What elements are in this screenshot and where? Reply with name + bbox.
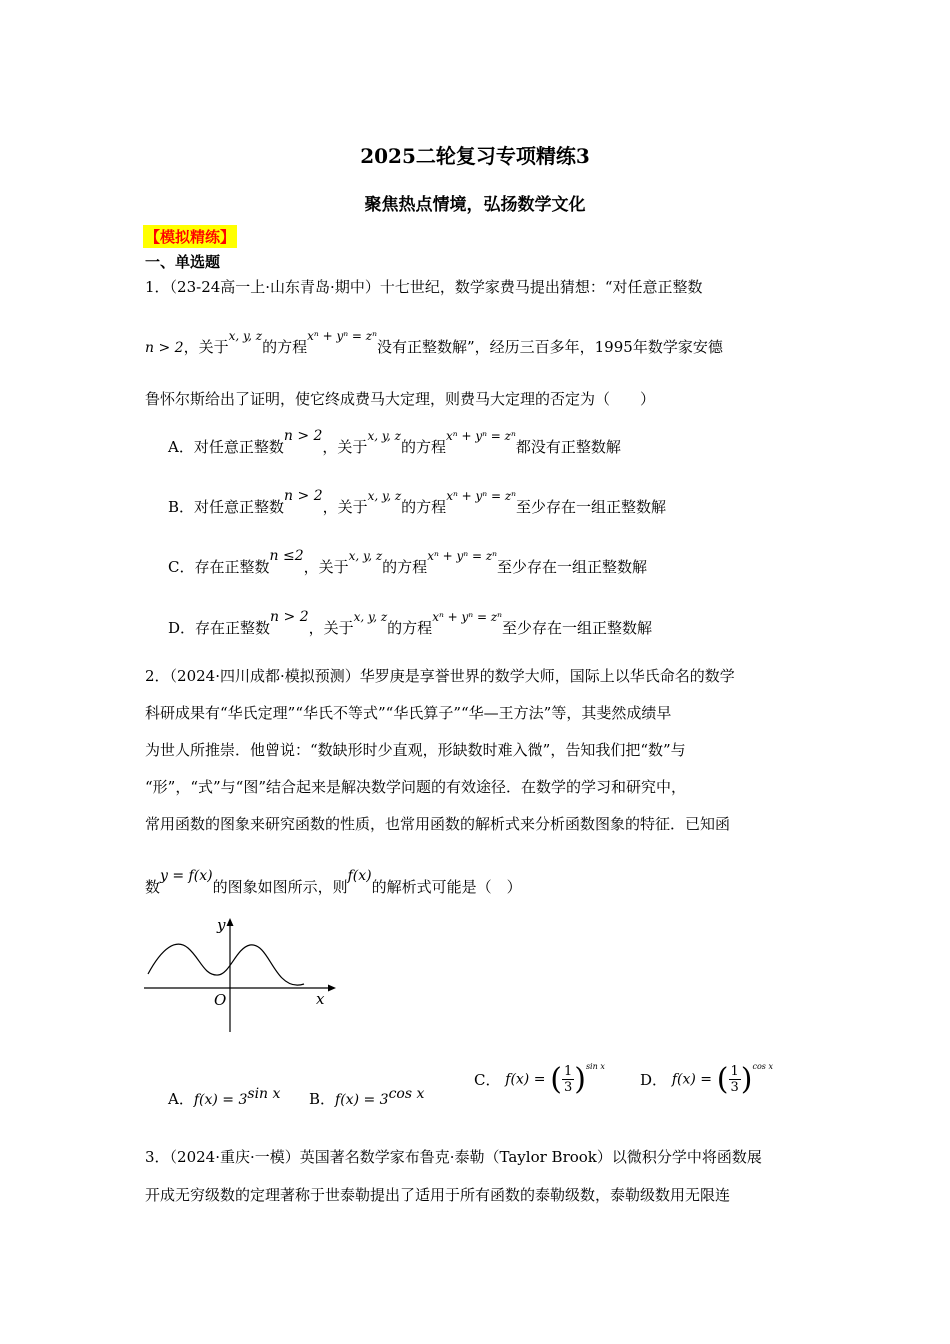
option-exponent: sin x — [585, 1062, 605, 1071]
option-letter: A． — [168, 438, 194, 456]
q1-equation: xⁿ + yⁿ = zⁿ — [307, 329, 377, 343]
option-eq-label: 的方程 — [387, 619, 433, 637]
option-exponent: sin x — [247, 1086, 281, 1102]
option-pre: 存在正整数 — [195, 619, 271, 637]
fraction — [562, 1064, 574, 1095]
option-condition: n > 2 — [283, 428, 323, 444]
q1-option-c[interactable] — [168, 548, 648, 577]
right-paren: ) — [740, 1062, 753, 1097]
option-expression: f(x) = 3 — [335, 1092, 389, 1108]
option-equation: xⁿ + yⁿ = zⁿ — [432, 610, 503, 624]
q2-line2: 科研成果有“华氏定理”“华氏不等式”“华氏算子”“华—王方法”等，其斐然成绩早 — [145, 704, 672, 722]
q2-option-c[interactable] — [474, 1062, 605, 1097]
left-paren: ( — [716, 1062, 729, 1097]
option-exponent: cos x — [752, 1062, 773, 1071]
numerator: 1 — [730, 1064, 739, 1079]
option-letter: C． — [474, 1071, 501, 1089]
q2-last-pre: 数 — [145, 878, 161, 896]
document-subtitle: 聚焦热点情境，弘扬数学文化 — [364, 195, 586, 215]
left-paren: ( — [550, 1062, 562, 1097]
option-equation: xⁿ + yⁿ = zⁿ — [446, 429, 516, 443]
option-vars: x, y, z — [367, 489, 402, 503]
q2-last-mid: 的图象如图所示，则 — [212, 878, 348, 896]
q1-line1: 1．（23-24高一上·山东青岛·期中）十七世纪，数学家费马提出猜想：“对任意正整数 — [145, 278, 703, 296]
q2-option-b[interactable] — [309, 1086, 424, 1109]
x-axis-label: x — [316, 990, 325, 1008]
x-axis-arrow — [328, 985, 336, 992]
q2-line1: 2．（2024·四川成都·模拟预测）华罗庚是享誉世界的数学大师，国际上以华氏命名的数学 — [145, 667, 735, 685]
option-vars: x, y, z — [348, 549, 383, 563]
function-graph — [140, 912, 340, 1037]
function-curve — [148, 944, 304, 985]
q1-line3: 鲁怀尔斯给出了证明，使它终成费马大定理，则费马大定理的否定为（ ） — [145, 390, 656, 408]
option-equation: xⁿ + yⁿ = zⁿ — [446, 489, 517, 503]
numerator: 1 — [563, 1064, 573, 1079]
option-letter: B． — [168, 498, 195, 516]
q2-option-d[interactable] — [640, 1062, 773, 1097]
q1-eq-label: 的方程 — [262, 338, 308, 356]
q2-last-post: 的解析式可能是（ ） — [371, 878, 522, 896]
document-title: 2025二轮复习专项精练3 — [360, 144, 590, 168]
option-post: 至少存在一组正整数解 — [497, 558, 648, 576]
q2-line5: 常用函数的图象来研究函数的性质，也常用函数的解析式来分析函数图象的特征．已知函 — [145, 815, 731, 833]
option-letter: D． — [168, 619, 196, 637]
option-expression: f(x) = — [671, 1071, 712, 1088]
option-letter: A． — [168, 1090, 194, 1108]
q1-line2-rest: 没有正整数解”，经历三百多年，1995年数学家安德 — [376, 338, 723, 356]
option-post: 至少存在一组正整数解 — [516, 498, 667, 516]
option-about: ，关于 — [322, 438, 368, 456]
denominator: 3 — [563, 1080, 573, 1095]
option-pre: 存在正整数 — [194, 558, 270, 576]
option-vars: x, y, z — [353, 610, 388, 624]
option-expression: f(x) = — [505, 1071, 546, 1088]
q3-line1: 3．（2024·重庆·一模）英国著名数学家布鲁克·泰勒（Taylor Brook）以微积分学中将函数展 — [145, 1148, 762, 1166]
q2-line4: “形”，“式”与“图”结合起来是解决数学问题的有效途径．在数学的学习和研究中， — [145, 778, 687, 796]
q3-line2: 开成无穷级数的定理著称于世泰勒提出了适用于所有函数的泰勒级数，泰勒级数用无限连 — [145, 1186, 731, 1204]
option-eq-label: 的方程 — [401, 498, 447, 516]
option-condition: n > 2 — [284, 488, 323, 504]
option-about: ，关于 — [303, 558, 349, 576]
option-letter: C． — [168, 558, 195, 576]
q1-vars: x, y, z — [228, 329, 263, 343]
q1-option-a[interactable] — [168, 428, 621, 457]
y-axis-arrow — [227, 918, 234, 926]
q2-line3: 为世人所推崇．他曾说：“数缺形时少直观，形缺数时难入微”，告知我们把“数”与 — [145, 741, 686, 759]
q1-line2 — [145, 329, 723, 357]
q1-option-b[interactable] — [168, 488, 667, 517]
q1-option-d[interactable] — [168, 609, 653, 638]
q2-function: y = f(x) — [160, 868, 213, 884]
right-paren: ) — [574, 1062, 586, 1097]
option-exponent: cos x — [388, 1086, 425, 1102]
y-axis-label: y — [217, 916, 226, 934]
option-equation: xⁿ + yⁿ = zⁿ — [427, 549, 498, 563]
q1-about: ，关于 — [183, 338, 229, 356]
option-letter: D． — [640, 1071, 668, 1089]
option-vars: x, y, z — [367, 429, 401, 443]
option-pre: 对任意正整数 — [194, 498, 285, 516]
option-eq-label: 的方程 — [400, 438, 446, 456]
option-about: ，关于 — [322, 498, 368, 516]
option-post: 都没有正整数解 — [515, 438, 621, 456]
section-heading: 一、单选题 — [145, 253, 221, 271]
option-eq-label: 的方程 — [382, 558, 428, 576]
q1-condition: n > 2 — [145, 340, 184, 356]
option-about: ，关于 — [308, 619, 354, 637]
fraction — [729, 1064, 741, 1095]
denominator: 3 — [730, 1080, 739, 1095]
option-letter: B． — [309, 1090, 336, 1108]
origin-label: O — [214, 991, 227, 1009]
option-expression: f(x) = 3 — [193, 1092, 248, 1108]
q2-option-a[interactable] — [168, 1086, 280, 1109]
option-condition: n > 2 — [270, 609, 309, 625]
q2-fx: f(x) — [347, 868, 372, 884]
section-tag: 【模拟精练】 — [143, 225, 237, 248]
option-condition: n ≤2 — [269, 548, 304, 564]
option-post: 至少存在一组正整数解 — [502, 619, 653, 637]
option-pre: 对任意正整数 — [193, 438, 284, 456]
q2-line6 — [145, 868, 522, 897]
